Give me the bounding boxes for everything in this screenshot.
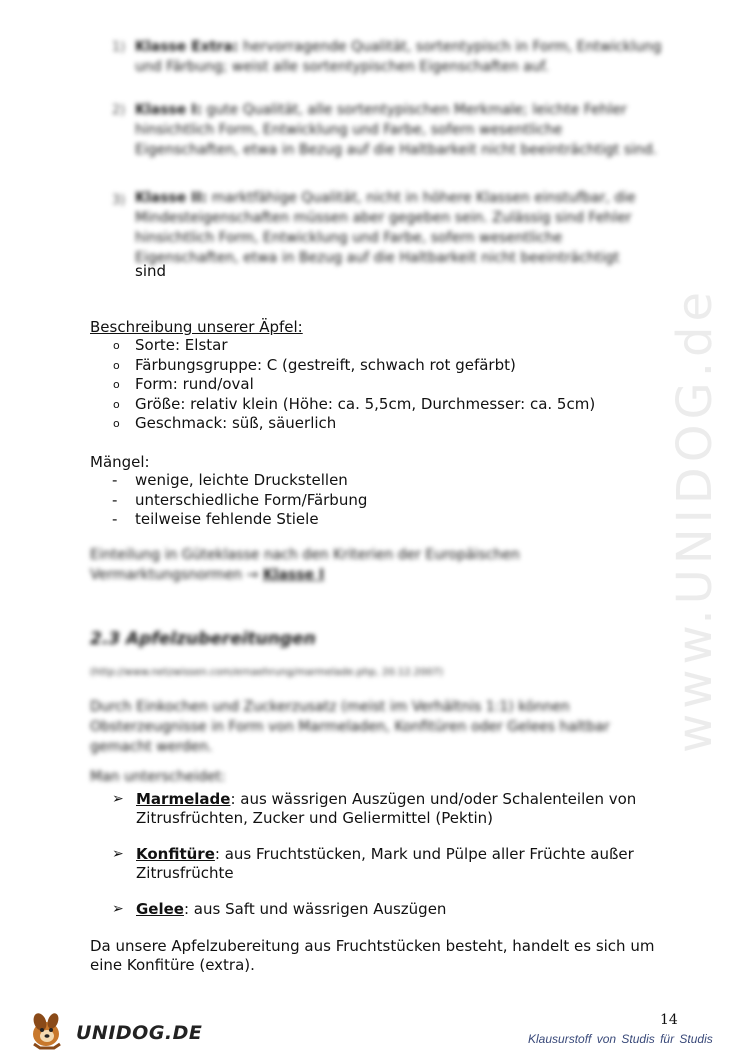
section-intro: Durch Einkochen und Zuckerzusatz (meist im Verhältnis 1:1) können Obsterzeugnisse in Form von Marmeladen, Konfitüren oder Gelees haltbar gemacht werden. [90,699,610,755]
circle-bullet: o [113,417,120,431]
classification-text: Einteilung in Güteklasse nach den Kriterien der Europäischen Vermarktungsnormen → Klasse I [90,547,520,583]
class-title: Klasse II: [135,190,208,206]
list-item: o Form: rund/oval [113,375,254,394]
description-list [90,336,690,434]
arrow-bullet-icon: ➢ [112,901,124,917]
class-text: marktfähige Qualität, nicht in höhere Klassen einstufbar, die Mindesteigenschaften müssen aber gegeben sein. Zulässig sind Fehler hinsichtlich Form, Entwicklung und Farbe, sofern wesentliche Eigenschaften, etwa in Bezug auf die Haltbarkeit nicht beeinträchtigt [135,190,636,266]
list-item: - unterschiedliche Form/Färbung [112,490,368,509]
term-gelee: Gelee [136,900,184,918]
description-heading: Beschreibung unserer Äpfel: [90,318,303,336]
dash-bullet: - [112,490,118,509]
conclusion-text: Da unsere Apfelzubereitung aus Fruchtstücken besteht, handelt es sich um eine Konfitüre (extra). [90,937,655,974]
page-number: 14 [660,1012,678,1028]
preparation-item-marmelade: ➢ Marmelade: aus wässrigen Auszügen und/oder Schalenteilen von Zitrusfrüchten, Zucker und Geliermittel (Pektin) [112,790,637,827]
class-extra-item [135,37,670,77]
class-text: gute Qualität, alle sortentypischen Merkmale; leichte Fehler hinsichtlich Form, Entwicklung und Farbe, sofern wesentliche Eigenschaften, etwa in Bezug auf die Haltbarkeit nicht beeinträchtigt sind. [135,102,658,158]
preparation-item-gelee: ➢ Gelee: aus Saft und wässrigen Auszügen [112,900,447,918]
defects-list [90,471,690,530]
class-two-tail: sind [135,262,167,280]
list-item: o Geschmack: süß, säuerlich [113,414,337,433]
circle-bullet: o [113,358,120,372]
circle-bullet: o [113,397,120,411]
dash-bullet: - [112,471,118,489]
list-number: 3) [112,193,126,208]
list-item: o Färbungsgruppe: C (gestreift, schwach rot gefärbt) [113,355,516,374]
preparation-item-konfituere: ➢ Konfitüre: aus Fruchtstücken, Mark und Pülpe aller Früchte außer Zitrusfrüchte [112,845,634,882]
arrow-bullet-icon: ➢ [112,791,124,807]
watermark: www.UNIDOG.de [667,287,723,754]
term-konfituere: Konfitüre [136,845,215,863]
class-title: Klasse I: [135,102,202,118]
class-two-item [135,188,670,268]
term-marmelade: Marmelade [136,790,231,808]
source-citation: (http://www.netzwissen.com/ernaehrung/marmelade.php, 20.12.2007) [90,667,444,678]
footer-tagline: Klausurstoff von Studis für Studis [528,1032,713,1046]
unidog-logo [26,1008,203,1050]
list-item: - teilweise fehlende Stiele [112,510,319,528]
arrow-bullet-icon: ➢ [112,846,124,862]
section-heading: 2.3 Apfelzubereitungen [90,629,316,649]
distinction-label: Man unterscheidet: [90,769,226,785]
list-item: o Größe: relativ klein (Höhe: ca. 5,5cm, Durchmesser: ca. 5cm) [113,394,596,413]
list-number: 1) [112,40,126,55]
list-item: o Sorte: Elstar [113,336,228,354]
class-title: Klasse Extra: [135,39,239,55]
classification-result: Klasse I [262,567,325,583]
logo-text: UNIDOG.DE [76,1022,203,1044]
class-text: hervorragende Qualität, sortentypisch in Form, Entwicklung und Färbung; weist alle sortentypischen Eigenschaften auf. [135,39,662,75]
list-item: - wenige, leichte Druckstellen [112,471,348,489]
list-number: 2) [112,103,126,118]
defects-heading: Mängel: [90,453,150,471]
dog-icon [26,1008,76,1050]
dash-bullet: - [112,510,118,528]
circle-bullet: o [113,339,120,352]
circle-bullet: o [113,378,120,392]
class-one-item [135,100,670,160]
